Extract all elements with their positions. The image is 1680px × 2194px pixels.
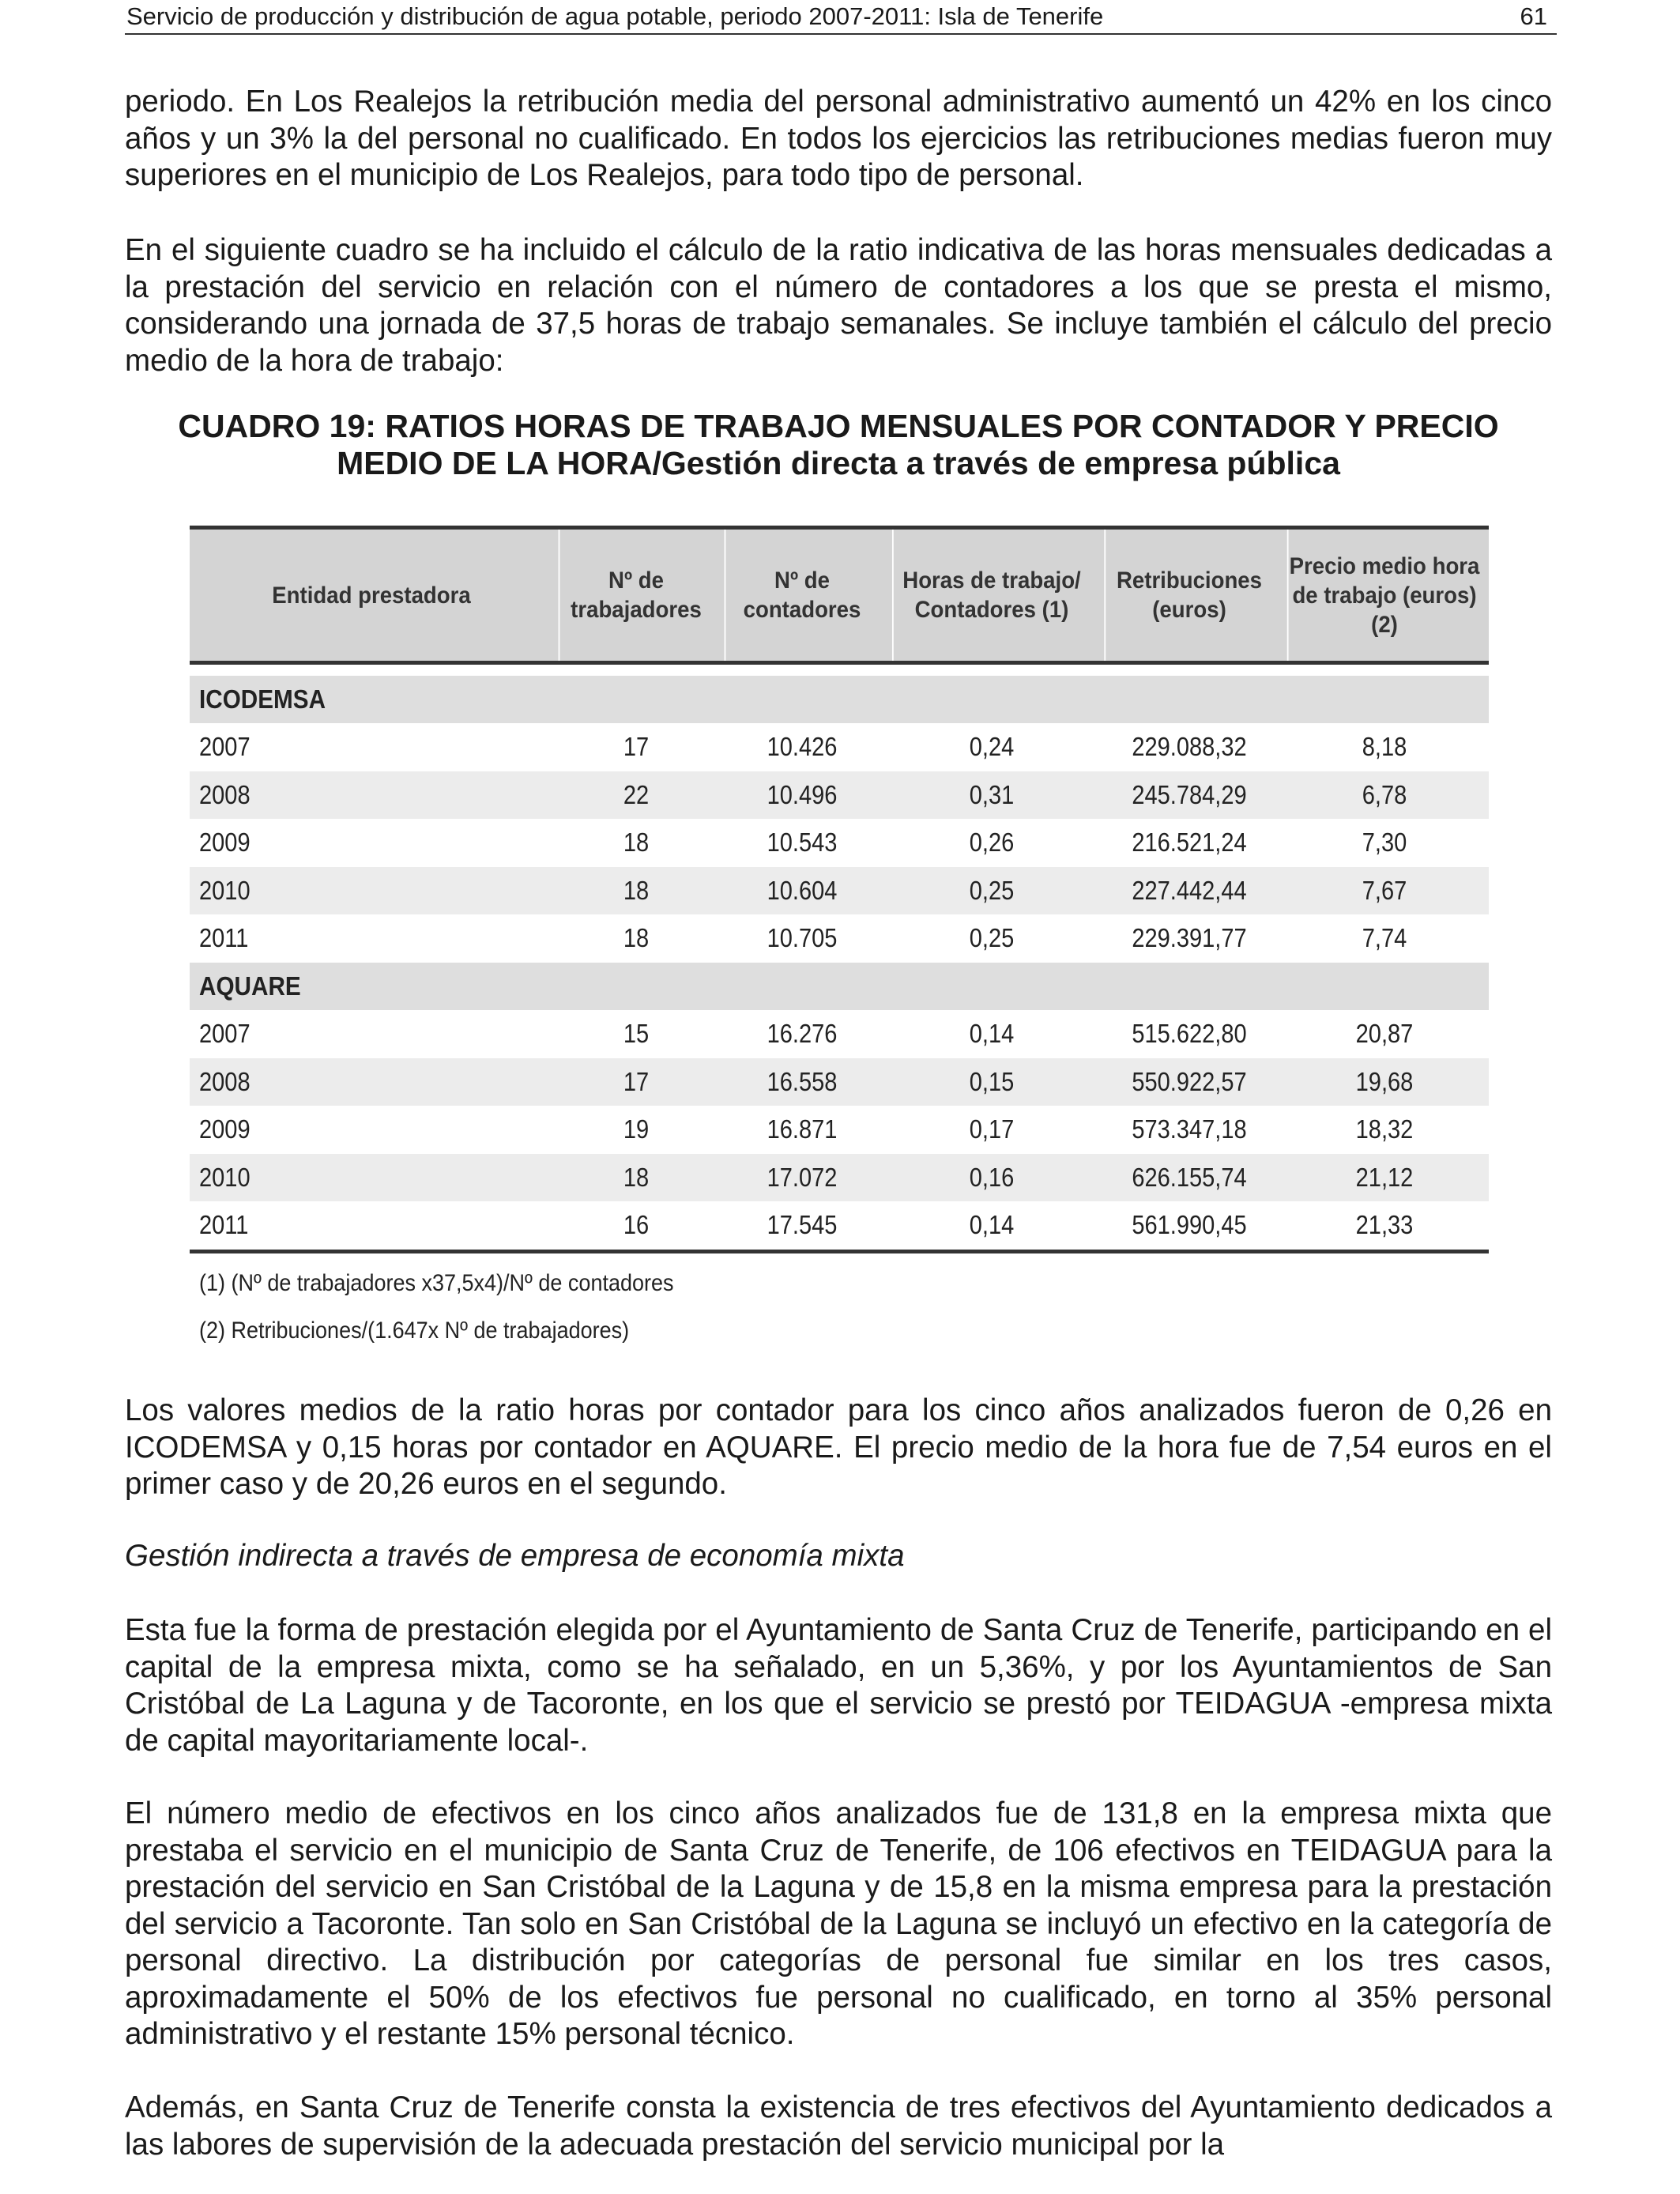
cell-year: 2010 — [199, 875, 250, 905]
table-note-1: (1) (Nº de trabajadores x37,5x4)/Nº de contadores — [199, 1270, 674, 1296]
group-name: AQUARE — [199, 971, 301, 1001]
page-header — [125, 0, 1557, 35]
group-name: ICODEMSA — [199, 684, 326, 714]
header-trabajadores: Nº de trabajadores — [559, 530, 712, 661]
table-title-line2: MEDIO DE LA HORA/Gestión directa a través de empresa pública — [337, 445, 1340, 481]
cell-year: 2008 — [199, 1066, 250, 1096]
header-entidad: Entidad prestadora — [272, 582, 471, 609]
cell-precio: 20,87 — [1355, 1018, 1414, 1048]
paragraph-empresa-mixta: Esta fue la forma de prestación elegida por el Ayuntamiento de Santa Cruz de Tenerife, participando en el capital de la empresa mixta, como se ha señalado, en un 5,36%, y por los Ayuntamientos de San Cristóbal de La Laguna y de Tacoronte, en los que el servicio se prestó por TEIDAGUA -empresa mixta de capital mayoritariamente local-. — [125, 1613, 1552, 1758]
paragraph-cuadro-intro: En el siguiente cuadro se ha incluido el cálculo de la ratio indicativa de las horas mensuales dedicadas a la prestación del servicio en relación con el número de contadores a los que se presta el mismo, considerando una jornada de 37,5 horas de trabajo semanales. Se incluye también el cálculo del precio medio de la hora de trabajo: — [125, 233, 1552, 378]
cell-cont: 17.545 — [767, 1210, 838, 1240]
cell-cont: 10.705 — [767, 923, 838, 953]
cell-year: 2009 — [199, 1114, 250, 1144]
section-subheading: Gestión indirecta a través de empresa de economía mixta — [125, 1539, 905, 1573]
cell-precio: 8,18 — [1362, 732, 1407, 761]
table-row — [190, 867, 1489, 915]
cell-year: 2010 — [199, 1162, 250, 1192]
cell-horas: 0,15 — [969, 1066, 1015, 1096]
cell-trab: 22 — [623, 779, 650, 809]
cell-horas: 0,17 — [969, 1114, 1015, 1144]
table-title-line1: CUADRO 19: RATIOS HORAS DE TRABAJO MENSUALES POR CONTADOR Y PRECIO — [178, 408, 1499, 444]
cell-precio: 19,68 — [1355, 1066, 1414, 1096]
cell-cont: 10.426 — [767, 732, 838, 761]
table-row — [190, 1010, 1489, 1058]
header-precio: Precio medio hora de trabajo (euros) (2) — [1289, 530, 1481, 661]
cell-cont: 10.496 — [767, 779, 838, 809]
cell-retr: 550.922,57 — [1132, 1066, 1247, 1096]
table-row — [190, 914, 1489, 963]
cell-retr: 626.155,74 — [1132, 1162, 1247, 1192]
cell-horas: 0,14 — [969, 1210, 1015, 1240]
cell-retr: 245.784,29 — [1132, 779, 1247, 809]
cell-cont: 10.543 — [767, 827, 838, 858]
paragraph-retribuciones: periodo. En Los Realejos la retribución media del personal administrativo aumentó un 42% en los cinco años y un 3% la del personal no cualificado. En todos los ejercicios las retribuciones medias fueron muy superiores en el municipio de Los Realejos, para todo tipo de personal. — [125, 85, 1552, 192]
table-group-row — [190, 963, 1489, 1010]
cell-cont: 16.871 — [767, 1114, 838, 1144]
cell-precio: 21,33 — [1355, 1210, 1414, 1240]
cell-retr: 229.391,77 — [1132, 923, 1247, 953]
table-body — [190, 676, 1489, 1250]
table-row — [190, 819, 1489, 867]
table-group-row — [190, 676, 1489, 723]
cell-cont: 16.276 — [767, 1018, 838, 1048]
cell-retr: 561.990,45 — [1132, 1210, 1247, 1240]
table-note-2: (2) Retribuciones/(1.647x Nº de trabajadores) — [199, 1318, 630, 1344]
cell-trab: 18 — [623, 827, 650, 858]
cell-precio: 6,78 — [1362, 779, 1407, 809]
table-row — [190, 1201, 1489, 1250]
cell-precio: 18,32 — [1355, 1114, 1414, 1144]
cell-retr: 515.622,80 — [1132, 1018, 1247, 1048]
table-row — [190, 723, 1489, 771]
cell-retr: 573.347,18 — [1132, 1114, 1247, 1144]
table-row — [190, 1154, 1489, 1202]
cell-trab: 16 — [623, 1210, 650, 1240]
paragraph-ayuntamiento: Además, en Santa Cruz de Tenerife consta la existencia de tres efectivos del Ayuntamiento dedicados a las labores de supervisión de la adecuada prestación del servicio municipal por la — [125, 2090, 1552, 2162]
table-header-row — [190, 526, 1489, 665]
table-row — [190, 1058, 1489, 1106]
cell-year: 2007 — [199, 732, 250, 761]
header-retribuciones: Retribuciones (euros) — [1106, 530, 1273, 661]
cell-retr: 229.088,32 — [1132, 732, 1247, 761]
cell-horas: 0,24 — [969, 732, 1015, 761]
cell-precio: 21,12 — [1355, 1162, 1414, 1192]
table-title — [125, 408, 1552, 482]
cell-horas: 0,16 — [969, 1162, 1015, 1192]
cell-horas: 0,25 — [969, 875, 1015, 905]
cell-year: 2008 — [199, 779, 250, 809]
cell-precio: 7,67 — [1362, 875, 1407, 905]
cell-trab: 18 — [623, 875, 650, 905]
cell-year: 2011 — [199, 1210, 249, 1240]
cell-horas: 0,31 — [969, 779, 1015, 809]
running-header-title: Servicio de producción y distribución de agua potable, periodo 2007-2011: Isla de Tenerife — [126, 2, 1104, 30]
cell-trab: 19 — [623, 1114, 650, 1144]
cell-trab: 17 — [623, 732, 650, 761]
table-row — [190, 771, 1489, 820]
page-number: 61 — [1520, 2, 1547, 30]
cell-retr: 216.521,24 — [1132, 827, 1247, 858]
cell-year: 2011 — [199, 923, 249, 953]
cell-horas: 0,25 — [969, 923, 1015, 953]
cell-trab: 18 — [623, 923, 650, 953]
cell-horas: 0,26 — [969, 827, 1015, 858]
paragraph-efectivos: El número medio de efectivos en los cinco años analizados fue de 131,8 en la empresa mixta que prestaba el servicio en el municipio de Santa Cruz de Tenerife, de 106 efectivos en TEIDAGUA para la prestación del servicio en San Cristóbal de la Laguna y de 15,8 en la misma empresa para la prestación del servicio a Tacoronte. Tan solo en San Cristóbal de la Laguna se incluyó un efectivo en la categoría de personal directivo. La distribución por categorías de personal fue similar en los tres casos, aproximadamente el 50% de los efectivos fue personal no cualificado, en torno al 35% personal administrativo y el restante 15% personal técnico. — [125, 1796, 1552, 2051]
cell-trab: 17 — [623, 1066, 650, 1096]
cell-trab: 18 — [623, 1162, 650, 1192]
cell-precio: 7,30 — [1362, 827, 1407, 858]
cell-cont: 10.604 — [767, 875, 838, 905]
cell-year: 2007 — [199, 1018, 250, 1048]
table-row — [190, 1106, 1489, 1154]
paragraph-valores-medios: Los valores medios de la ratio horas por contador para los cinco años analizados fueron de 0,26 en ICODEMSA y 0,15 horas por contador en AQUARE. El precio medio de la hora fue de 7,54 euros en el primer caso y de 20,26 euros en el segundo. — [125, 1393, 1552, 1501]
cell-year: 2009 — [199, 827, 250, 858]
cell-precio: 7,74 — [1362, 923, 1407, 953]
ratios-table — [190, 526, 1489, 1253]
cell-horas: 0,14 — [969, 1018, 1015, 1048]
header-horas: Horas de trabajo/ Contadores (1) — [894, 530, 1090, 661]
cell-trab: 15 — [623, 1018, 650, 1048]
header-contadores: Nº de contadores — [725, 530, 878, 661]
table-bottom-rule — [190, 1250, 1489, 1253]
cell-retr: 227.442,44 — [1132, 875, 1247, 905]
cell-cont: 17.072 — [767, 1162, 838, 1192]
cell-cont: 16.558 — [767, 1066, 838, 1096]
